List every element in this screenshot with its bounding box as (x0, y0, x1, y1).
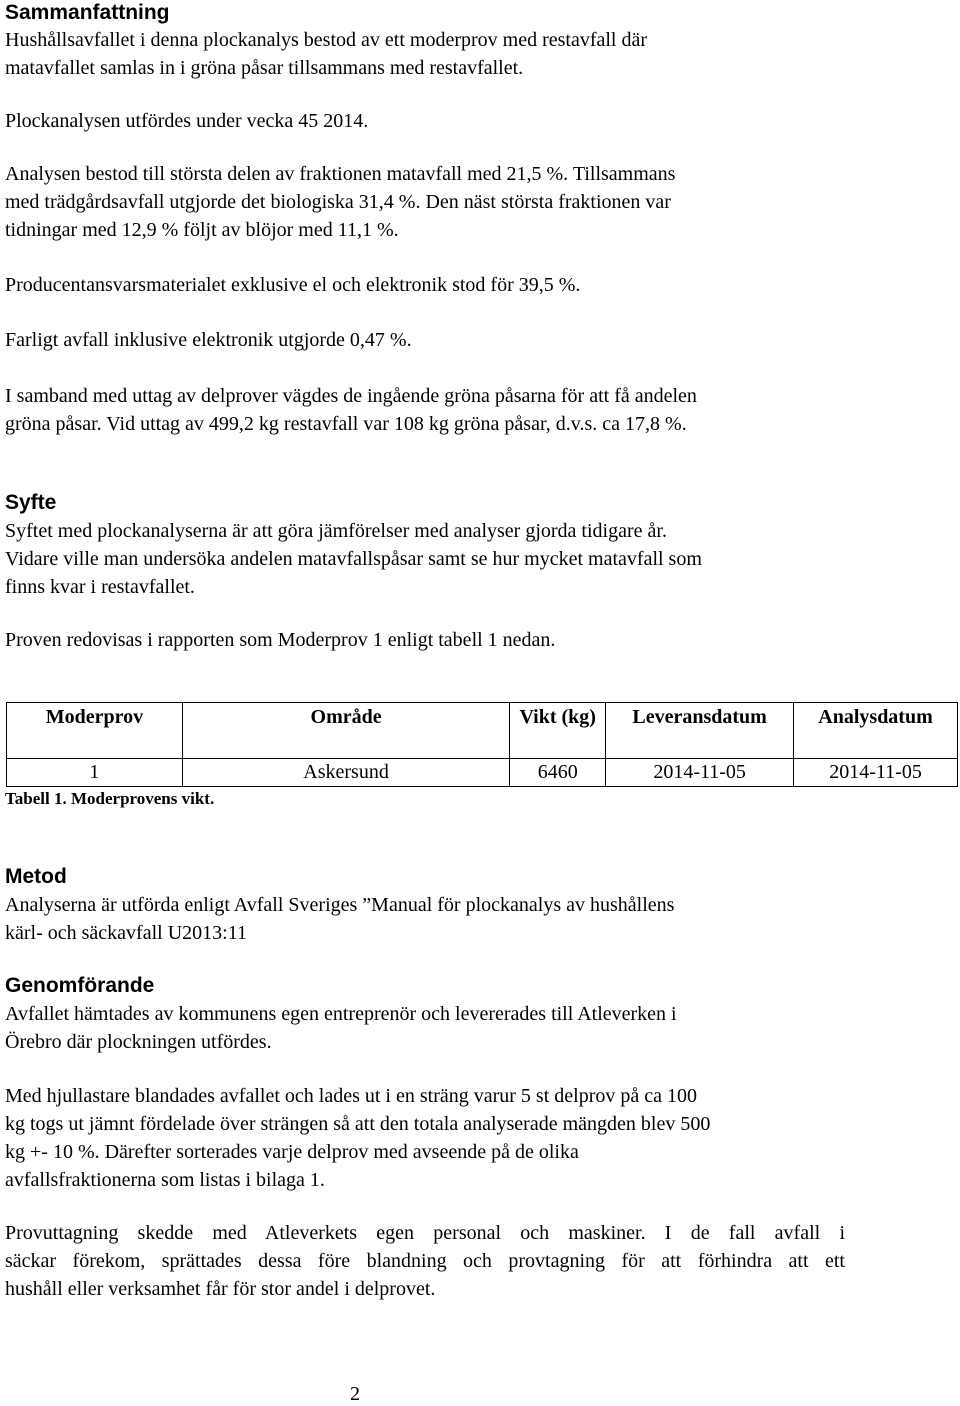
column-header-omrade: Område (182, 703, 509, 759)
summary-paragraph-1 (5, 26, 647, 82)
text-line: hushåll eller verksamhet får för stor andel i delprovet. (5, 1278, 436, 1300)
text-line: Hushållsavfallet i denna plockanalys bestod av ett moderprov med restavfall där (5, 29, 648, 51)
text-line: Provuttagning skedde med Atleverkets egen personal och maskiner. I de fall avfall i (5, 1222, 845, 1244)
column-header-moderprov: Moderprov (7, 703, 183, 759)
table-cell: 2014-11-05 (606, 759, 794, 787)
table-cell: 2014-11-05 (794, 759, 958, 787)
execution-paragraph-2 (5, 1082, 710, 1194)
text-line: matavfallet samlas in i gröna påsar tillsammans med restavfallet. (5, 57, 524, 79)
page-number: 2 (350, 1383, 360, 1405)
summary-heading: Sammanfattning (5, 1, 170, 24)
table-row (7, 759, 958, 787)
purpose-heading: Syfte (5, 491, 57, 514)
moderprov-table (6, 702, 958, 787)
text-line: Med hjullastare blandades avfallet och lades ut i en sträng varur 5 st delprov på ca 100 (5, 1085, 697, 1107)
text-line: finns kvar i restavfallet. (5, 576, 195, 598)
text-line: I samband med uttag av delprover vägdes de ingående gröna påsarna för att få andelen (5, 385, 697, 407)
column-header-analysdatum: Analysdatum (794, 703, 958, 759)
column-header-leveransdatum: Leveransdatum (606, 703, 794, 759)
table-cell: 1 (7, 759, 183, 787)
text-line: Avfallet hämtades av kommunens egen entreprenör och levererades till Atleverken i (5, 1003, 677, 1025)
table-cell: 6460 (510, 759, 606, 787)
text-line: gröna påsar. Vid uttag av 499,2 kg restavfall var 108 kg gröna påsar, d.v.s. ca 17,8 %. (5, 413, 687, 435)
purpose-paragraph-1 (5, 517, 702, 601)
text-line: avfallsfraktionerna som listas i bilaga 1. (5, 1169, 325, 1191)
execution-heading: Genomförande (5, 974, 155, 997)
text-line: kg +- 10 %. Därefter sorterades varje delprov med avseende på de olika (5, 1141, 579, 1163)
table-cell: Askersund (182, 759, 509, 787)
table-caption: Tabell 1. Moderprovens vikt. (5, 789, 215, 808)
summary-paragraph-4: Producentansvarsmaterialet exklusive el och elektronik stod för 39,5 %. (5, 274, 581, 296)
summary-paragraph-5: Farligt avfall inklusive elektronik utgjorde 0,47 %. (5, 329, 412, 351)
method-heading: Metod (5, 865, 67, 888)
table-header-row (7, 703, 958, 759)
text-line: säckar förekom, sprättades dessa före blandning och provtagning för att förhindra att ett (5, 1250, 845, 1272)
summary-paragraph-6 (5, 382, 697, 438)
method-paragraph-1 (5, 891, 674, 947)
text-line: Analyserna är utförda enligt Avfall Sveriges ”Manual för plockanalys av hushållens (5, 894, 675, 916)
column-header-vikt: Vikt (kg) (510, 703, 606, 759)
text-line: kg togs ut jämnt fördelade över strängen så att den totala analyserade mängden blev 500 (5, 1113, 711, 1135)
text-line: tidningar med 12,9 % följt av blöjor med 11,1 %. (5, 219, 399, 241)
summary-paragraph-3 (5, 160, 675, 244)
text-line: med trädgårdsavfall utgjorde det biologiska 31,4 %. Den näst största fraktionen var (5, 191, 671, 213)
text-line: kärl- och säckavfall U2013:11 (5, 922, 247, 944)
summary-paragraph-2: Plockanalysen utfördes under vecka 45 2014. (5, 110, 369, 132)
text-line: Vidare ville man undersöka andelen matavfallspåsar samt se hur mycket matavfall som (5, 548, 702, 570)
purpose-paragraph-2: Proven redovisas i rapporten som Moderprov 1 enligt tabell 1 nedan. (5, 629, 556, 651)
execution-paragraph-1 (5, 1000, 677, 1056)
execution-paragraph-3 (5, 1219, 845, 1303)
text-line: Syftet med plockanalyserna är att göra jämförelser med analyser gjorda tidigare år. (5, 520, 667, 542)
text-line: Analysen bestod till största delen av fraktionen matavfall med 21,5 %. Tillsammans (5, 163, 676, 185)
text-line: Örebro där plockningen utfördes. (5, 1031, 272, 1053)
